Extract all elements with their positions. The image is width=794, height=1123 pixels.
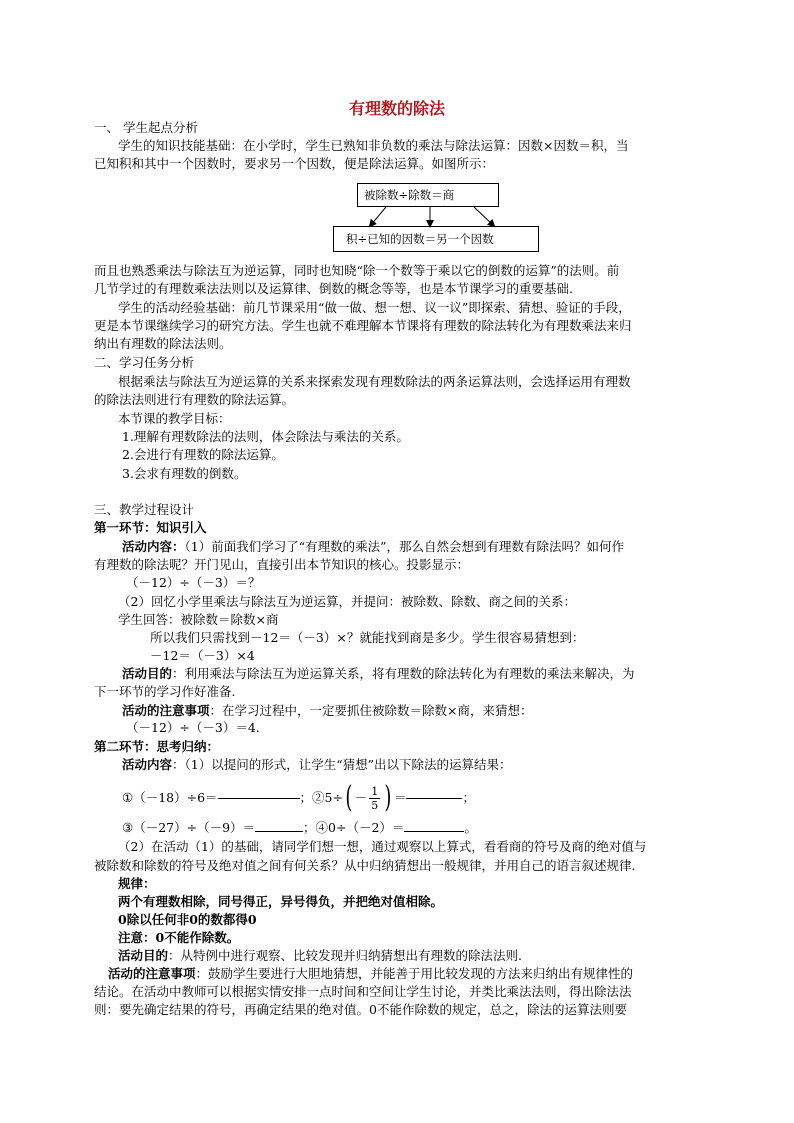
goal-item: 1.理解有理数除法的法则，体会除法与乘法的关系。 [122, 429, 409, 444]
paragraph-line: 更是本节课继续学习的研究方法。学生也就不难理解本节课将有理数的除法转化为有理数乘法来归 [94, 318, 632, 333]
page-title: 有理数的除法 [348, 99, 445, 118]
goal-item: 2.会进行有理数的除法运算。 [122, 447, 284, 462]
problem-4-end: 。 [464, 820, 477, 835]
fraction-denominator: 5 [371, 798, 379, 812]
diagram-top-text: 被除数÷除数＝商 [364, 188, 455, 202]
answer-blank [406, 798, 462, 799]
problem-2-end: ； [462, 790, 475, 805]
diagram-bottom-box [333, 226, 539, 252]
paragraph-line [108, 966, 633, 982]
paragraph-line: 下一环节的学习作好准备. [94, 684, 236, 699]
answer-blank [404, 831, 464, 832]
step-2-heading: 第二环节：思考归纳： [94, 739, 220, 754]
paragraph-line: 纳出有理数的除法法则。 [94, 336, 232, 351]
left-paren: ( [345, 780, 353, 815]
rule-line: 两个有理数相除，同号得正，异号得负，并把绝对值相除。 [118, 894, 444, 909]
activity-content-text: ：（1）以提问的形式，让学生“猜想”出以下除法的运算结果： [172, 757, 512, 772]
problem-3: ③（－27）÷（－9）＝ [122, 820, 256, 835]
goals-intro: 本节课的教学目标： [118, 411, 231, 426]
paragraph-line: 学生回答：被除数＝除数×商 [118, 612, 279, 627]
paragraph-line: 已知积和其中一个因数时，要求另一个因数，便是除法运算。如图所示： [94, 156, 495, 171]
activity-note-text: ：鼓励学生要进行大胆地猜想，并能善于用比较发现的方法来归纳出有规律性的 [195, 966, 634, 981]
diagram-arrow [370, 207, 386, 226]
equals-sign: ＝ [393, 790, 407, 805]
answer-blank [255, 831, 303, 832]
paragraph-line [118, 948, 522, 964]
fraction-numerator: 1 [371, 784, 379, 798]
paragraph-line [122, 666, 635, 682]
paragraph-line: 的除法法则进行有理数的除法运算。 [94, 392, 295, 407]
paragraph-line: 所以我们只需找到－12＝（－3）×？就能找到商是多少。学生很容易猜想到： [150, 630, 585, 645]
answer-blank [218, 798, 300, 799]
paragraph-line: （2）在活动（1）的基础，请同学们想一想，通过观察以上算式，看看商的符号及商的绝对值与 [118, 839, 647, 854]
activity-content-label: 活动内容 [122, 757, 173, 772]
fraction [369, 785, 380, 812]
equation: －12＝（－3）×4 [150, 648, 255, 663]
activity-goal-text: ：利用乘法与除法互为逆运算关系，将有理数的除法转化为有理数的乘法来解决，为 [172, 666, 635, 681]
rule-label: 规律： [118, 876, 156, 891]
paragraph-line: 则：要先确定结果的符号，再确定结果的绝对值。0不能作除数的规定，总之，除法的运算法则要 [94, 1002, 627, 1017]
section-1-heading: 一、 学生起点分析 [94, 120, 198, 135]
paragraph-line: 根据乘法与除法互为逆运算的关系来探索发现有理数除法的两条运算法则，会选择运用有理数 [118, 374, 631, 389]
paragraph-line: 几节学过的有理数乘法法则以及运算律、倒数的概念等等，也是本节课学习的重要基础. [94, 281, 573, 296]
equation: （－12）÷（－3）＝4. [126, 720, 260, 735]
problem-4: ；④0÷（－2）＝ [303, 820, 405, 835]
problem-1: ①（－18）÷6＝ [122, 790, 218, 805]
paragraph-line: （2）回忆小学里乘法与除法互为逆运算，并提问：被除数、除数、商之间的关系： [118, 594, 576, 609]
paragraph-line: 学生的知识技能基础：在小学时，学生已熟知非负数的乘法与除法运算：因数×因数＝积，当 [118, 138, 629, 153]
diagram-arrow [474, 207, 494, 226]
diagram-arrows [0, 0, 794, 260]
activity-goal-label: 活动目的 [122, 666, 173, 681]
paragraph-line: 结论。在活动中教师可以根据实情安排一点时间和空间让学生讨论，并类比乘法法则，得出除法法 [94, 984, 632, 999]
problem-row [122, 782, 475, 814]
paragraph-line [122, 757, 512, 773]
section-3-heading: 三、教学过程设计 [94, 502, 195, 517]
paragraph-line: 学生的活动经验基础：前几节课采用“做一做、想一想、议一议”即探索、猜想、验证的手段， [118, 300, 631, 315]
activity-content-label: 活动内容： [122, 539, 185, 554]
activity-note-label: 活动的注意事项 [108, 966, 196, 981]
activity-goal-label: 活动目的 [118, 948, 169, 963]
problem-row [122, 820, 477, 836]
minus-sign: － [354, 790, 368, 805]
right-paren: ) [384, 780, 392, 815]
activity-note-label: 活动的注意事项 [122, 703, 210, 718]
section-2-heading: 二、学习任务分析 [94, 355, 195, 370]
paragraph-line [122, 703, 533, 719]
equation: （－12）÷（－3）＝？ [126, 575, 261, 590]
diagram-bottom-text: 积÷已知的因数＝另一个因数 [346, 232, 494, 246]
goal-item: 3.会求有理数的倒数。 [122, 466, 247, 481]
step-1-heading: 第一环节：知识引入 [94, 520, 207, 535]
activity-goal-text: ：从特例中进行观察、比较发现并归纳猜想出有理数的除法法则. [168, 948, 522, 963]
paragraph-line: 有理数的除法呢？开门见山，直接引出本节知识的核心。投影显示： [94, 557, 470, 572]
paragraph-line: 而且也熟悉乘法与除法互为逆运算，同时也知晓“除一个数等于乘以它的倒数的运算”的法则。前 [94, 263, 620, 278]
paragraph-line [122, 539, 624, 555]
rule-line: 0除以任何非0的数都得0 [118, 912, 257, 927]
rule-note: 注意：0不能作除数。 [118, 930, 240, 945]
paragraph-line: 被除数和除数的符号及绝对值之间有何关系？从中归纳猜想出一般规律，并用自己的语言叙述规律. [94, 858, 636, 873]
activity-note-text: ：在学习过程中，一定要抓住被除数＝除数×商，来猜想： [209, 703, 533, 718]
activity-content-text: （1）前面我们学习了“有理数的乘法”，那么自然会想到有理数有除法吗？如何作 [184, 539, 625, 554]
problem-2-prefix: ；②5÷ [299, 790, 343, 805]
